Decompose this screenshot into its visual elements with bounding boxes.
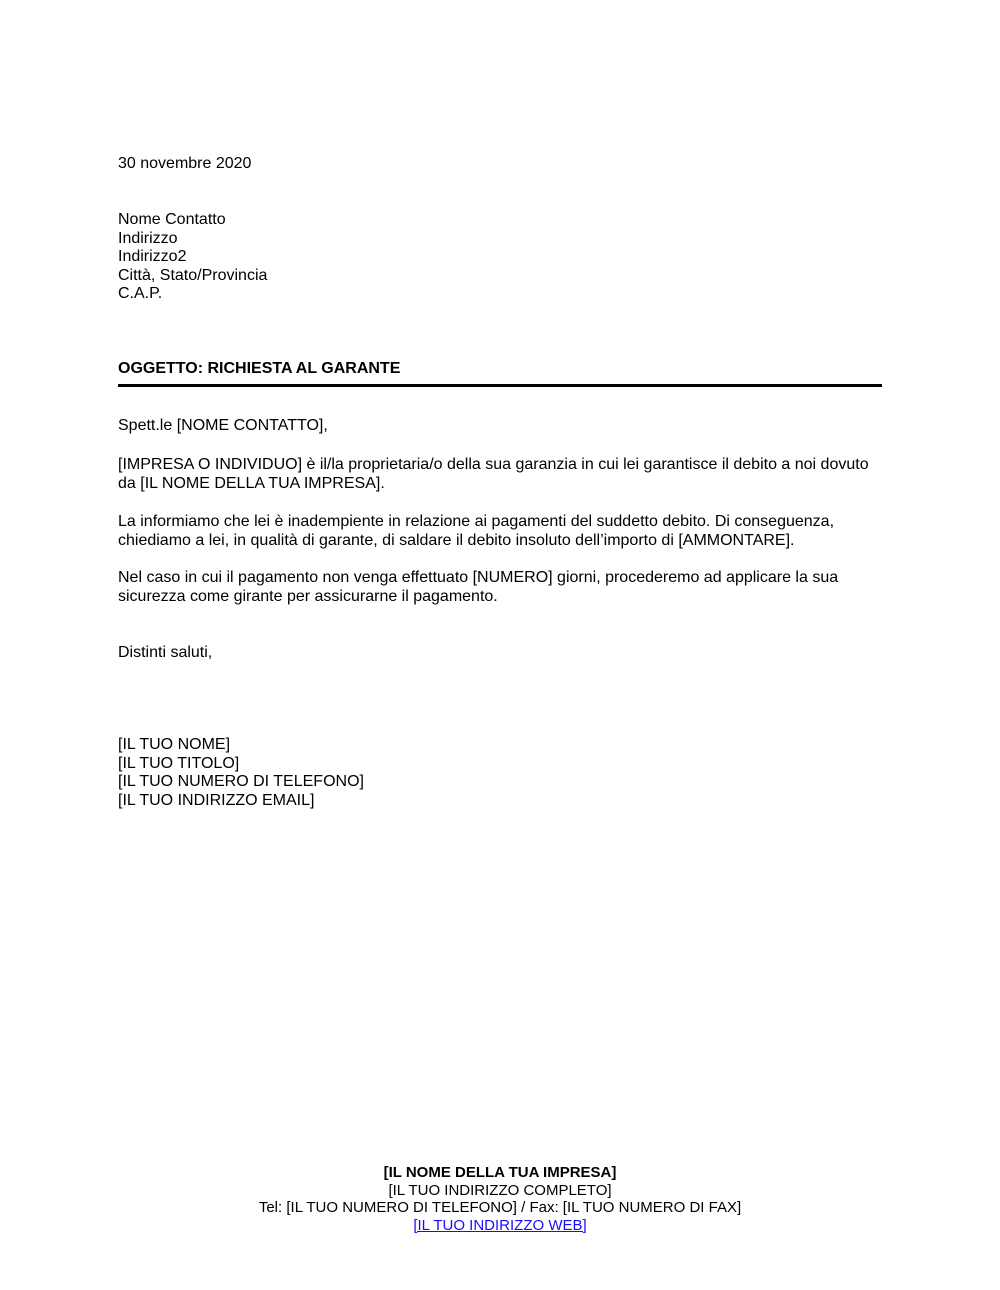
recipient-city-state: Città, Stato/Provincia [118,266,268,284]
signature-email: [IL TUO INDIRIZZO EMAIL] [118,791,315,809]
recipient-name: Nome Contatto [118,211,226,228]
letter-date: 30 novembre 2020 [118,155,252,172]
salutation: Spett.le [NOME CONTATTO], [118,417,328,434]
footer-company-name: [IL NOME DELLA TUA IMPRESA] [383,1164,617,1181]
signature-name: [IL TUO NOME] [118,736,231,753]
letterhead-footer [0,1164,1000,1234]
body-paragraph-2: La informiamo che lei è inadempiente in relazione ai pagamenti del suddetto debito. Di conseguenza, chiediamo a lei, in qualità di garante, di saldare il debito insoluto dell’importo di [AMMONTARE]. [118,513,835,549]
body-paragraph-3: Nel caso in cui il pagamento non venga effettuato [NUMERO] giorni, procederemo ad applicare la sua sicurezza come girante per assicurarne il pagamento. [118,569,839,605]
footer-website-link[interactable]: [IL TUO INDIRIZZO WEB] [413,1216,587,1234]
body-paragraph-1: [IMPRESA O INDIVIDUO] è il/la proprietaria/o della sua garanzia in cui lei garantisce il debito a noi dovuto da [IL NOME DELLA TUA IMPRESA]. [118,456,869,492]
signature-block [118,736,364,810]
subject-divider [118,384,882,387]
footer-address: [IL TUO INDIRIZZO COMPLETO] [388,1181,612,1199]
recipient-address-line-1: Indirizzo [118,229,178,247]
subject-heading: OGGETTO: RICHIESTA AL GARANTE [118,360,401,377]
recipient-address-line-2: Indirizzo2 [118,248,187,265]
recipient-postal-code: C.A.P. [118,285,163,302]
recipient-address-block [118,211,267,304]
closing: Distinti saluti, [118,644,213,661]
signature-title: [IL TUO TITOLO] [118,754,240,772]
signature-phone: [IL TUO NUMERO DI TELEFONO] [118,773,364,790]
footer-contact: Tel: [IL TUO NUMERO DI TELEFONO] / Fax: [IL TUO NUMERO DI FAX] [258,1199,742,1216]
